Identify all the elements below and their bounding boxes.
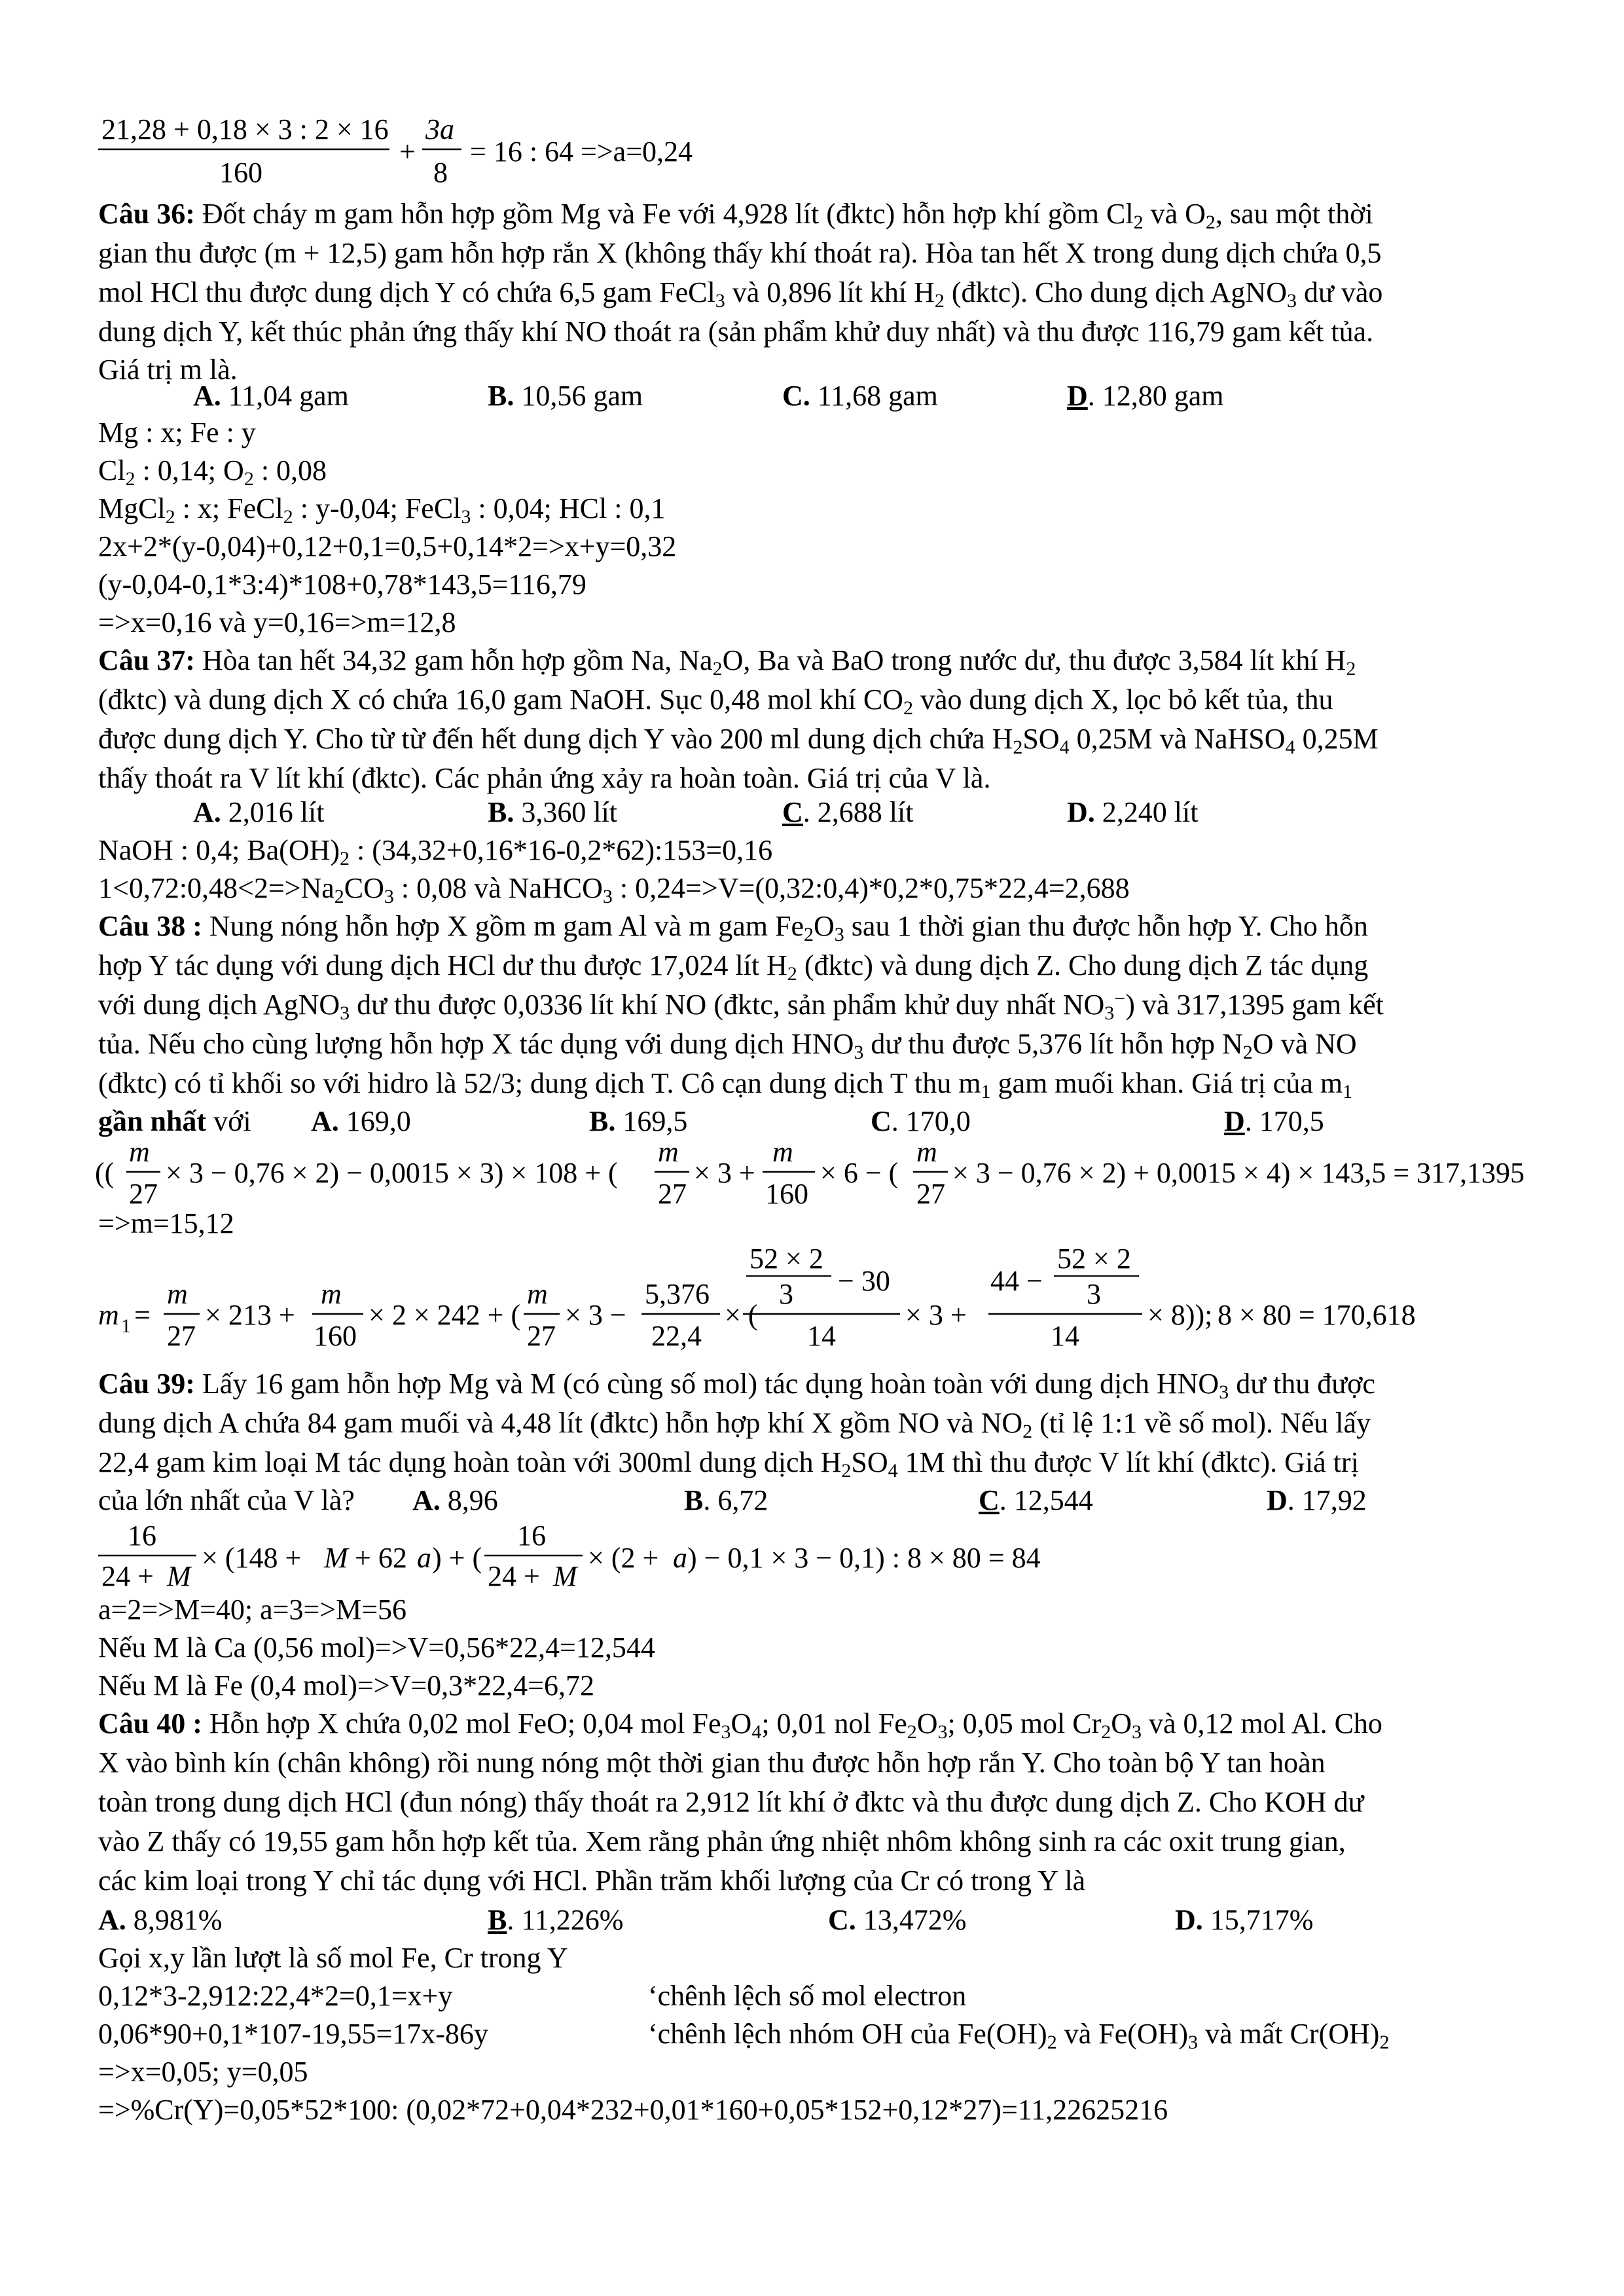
q37-option-b: B. 3,360 lít: [488, 796, 618, 828]
eq-top-frac2-num: 3a: [425, 113, 454, 145]
eq-top-frac2-den: 8: [433, 156, 448, 189]
q40-sol-3-comment: ‘chênh lệch nhóm OH của $Fe(OH)_2$ và $Fe(OH)_3$ và mất $Cr(OH)_2$: [648, 2018, 1390, 2053]
q38-eq2-result: 8 × 80 = 170,618: [1218, 1299, 1416, 1331]
svg-text:m: m: [98, 1299, 119, 1331]
q39-line2: dung dịch A chứa 84 gam muối và 4,48 lít (đktc) hỗn hợp khí X gồm NO và $NO_2$ (tỉ lệ 1:1 về số mol). Nếu lấy: [98, 1407, 1371, 1442]
svg-text:27: 27: [916, 1178, 945, 1210]
q36-sol-2: $Cl_2$ : 0,14; $O_2$ : 0,08: [98, 454, 327, 490]
svg-text:M: M: [553, 1560, 577, 1590]
svg-text:52 × 2: 52 × 2: [1057, 1243, 1131, 1275]
q40-sol-1: Gọi x,y lần lượt là số mol Fe, Cr trong Y: [98, 1942, 568, 1974]
q40-sol-5: =>%Cr(Y)=0,05*52*100: (0,02*72+0,04*232+0,01*160+0,05*152+0,12*27)=11,22625216: [98, 2094, 1168, 2126]
svg-text:) − 0,1 × 3 − 0,1) : 8 × 80 =: ) − 0,1 × 3 − 0,1) : 8 × 80 = 84: [687, 1542, 1041, 1574]
svg-text:× (: × (: [725, 1299, 758, 1331]
q37-sol-1: NaOH : 0,4; $Ba(OH)_2$ : (34,32+0,16*16-0,2*62):153=0,16: [98, 834, 773, 869]
q36-line4: dung dịch Y, kết thúc phản ứng thấy khí NO thoát ra (sản phẩm khử duy nhất) và thu được 116,79 gam kết tủa.: [98, 316, 1374, 348]
svg-text:1: 1: [121, 1315, 131, 1337]
q39-option-d: D. 17,92: [1267, 1484, 1367, 1516]
q37-option-a: A. 2,016 lít: [193, 796, 325, 828]
q36-option-c: C. 11,68 gam: [782, 380, 938, 412]
svg-text:M: M: [324, 1542, 348, 1574]
q39-line1: Câu 39: Lấy 16 gam hỗn hợp Mg và M (có cùng số mol) tác dụng hoàn toàn với dung dịch $HNO_3$ dư thu được: [98, 1368, 1375, 1403]
q37-line4: thấy thoát ra V lít khí (đktc). Các phản ứng xảy ra hoàn toàn. Giá trị của V là.: [98, 762, 991, 794]
q38-line6: gần nhất với: [98, 1105, 251, 1137]
q39-line4: của lớn nhất của V là?: [98, 1484, 355, 1516]
q40-line2: X vào bình kín (chân không) rồi nung nóng một thời gian thu được hỗn hợp rắn Y. Cho toàn bộ Y tan hoàn: [98, 1747, 1326, 1779]
svg-text:× 6 − (: × 6 − (: [820, 1157, 899, 1189]
svg-text:× 3 −: × 3 −: [565, 1299, 626, 1331]
svg-text:52 × 2: 52 × 2: [749, 1243, 823, 1275]
q39-equation: [98, 1518, 1146, 1590]
q40-option-d: D. 15,717%: [1175, 1904, 1314, 1936]
q40-sol-2-comment: ‘chênh lệch số mol electron: [648, 1980, 967, 2012]
svg-text:m: m: [916, 1138, 937, 1168]
q38-line5: (đktc) có tỉ khối so với hidro là 52/3; dung dịch T. Cô cạn dung dịch T thu $m_1$ gam muối khan. Giá trị của $m_1$: [98, 1067, 1353, 1102]
q36-option-b: B. 10,56 gam: [488, 380, 643, 412]
q36-sol-1: Mg : x; Fe : y: [98, 416, 256, 448]
q38-equation-1: [95, 1138, 1535, 1210]
q36-sol-3: MgCl$_2$ : x; FeCl$_2$ : y-0,04; FeCl$_3$ : 0,04; HCl : 0,1: [98, 492, 666, 528]
svg-text:× 3 − 0,76 × 2) + 0,0015 × 4): × 3 − 0,76 × 2) + 0,0015 × 4) × 143,5 = 317,1395: [952, 1157, 1525, 1189]
svg-text:27: 27: [167, 1320, 196, 1352]
q40-line1: Câu 40 : Hỗn hợp X chứa 0,02 mol FeO; 0,04 mol $Fe_3O_4$; 0,01 nol $Fe_2O_3$; 0,05 mol $Cr_2O_3$ và 0,12 mol Al. Cho: [98, 1707, 1382, 1743]
q39-option-c: C. 12,544: [979, 1484, 1093, 1516]
svg-text:3: 3: [779, 1278, 793, 1310]
q36-line3: mol HCl thu được dung dịch Y có chứa 6,5 gam FeCl$_3$ và 0,896 lít khí $H_2$ (đktc). Cho dung dịch AgNO$_3$ dư vào: [98, 276, 1383, 312]
svg-text:27: 27: [658, 1178, 687, 1210]
svg-text:× 3 +: × 3 +: [694, 1157, 755, 1189]
q39-sol-3: Nếu M là Fe (0,4 mol)=>V=0,3*22,4=6,72: [98, 1669, 594, 1702]
svg-text:14: 14: [807, 1320, 836, 1352]
q39-option-a: A. 8,96: [412, 1484, 498, 1516]
q38-option-a: A. 169,0: [311, 1105, 411, 1137]
svg-text:+ 62: + 62: [355, 1542, 407, 1574]
q36-sol-5: (y-0,04-0,1*3:4)*108+0,78*143,5=116,79: [98, 568, 586, 600]
svg-text:× (2 +: × (2 +: [588, 1542, 659, 1574]
q38-option-d: D. 170,5: [1224, 1105, 1324, 1137]
q37-sol-2: $1<0,72:0,48<2=>Na_2CO_3$ : 0,08 và NaHCO$_3$ : 0,24=>V=(0,32:0,4)*0,2*0,75*22,4=2,688: [98, 872, 1130, 907]
svg-text:m: m: [527, 1278, 548, 1310]
svg-text:24 +: 24 +: [101, 1560, 154, 1590]
q37-option-d: D. 2,240 lít: [1067, 796, 1199, 828]
svg-text:27: 27: [129, 1178, 158, 1210]
q40-option-b: B. 11,226%: [488, 1904, 624, 1936]
q38-line3: với dung dịch AgNO$_3$ dư thu được 0,0336 lít khí NO (đktc, sản phẩm khử duy nhất $NO_3^-$) và 317,1395 gam kết: [98, 988, 1384, 1024]
svg-text:m: m: [772, 1138, 793, 1168]
q38-line2: hợp Y tác dụng với dung dịch HCl dư thu được 17,024 lít $H_2$ (đktc) và dung dịch Z. Cho dung dịch Z tác dụng: [98, 949, 1369, 985]
q40-line5: các kim loại trong Y chỉ tác dụng với HCl. Phần trăm khối lượng của Cr có trong Y là: [98, 1865, 1086, 1897]
q40-option-c: C. 13,472%: [828, 1904, 967, 1936]
svg-text:14: 14: [1051, 1320, 1079, 1352]
svg-text:27: 27: [527, 1320, 556, 1352]
svg-text:× 8));: × 8));: [1147, 1299, 1213, 1331]
svg-text:× 3 +: × 3 +: [905, 1299, 967, 1331]
svg-text:=: =: [134, 1299, 151, 1331]
svg-text:16: 16: [128, 1520, 156, 1552]
svg-text:16: 16: [517, 1520, 546, 1552]
svg-text:× (148 +: × (148 +: [202, 1542, 302, 1574]
q36-sol-4: 2x+2*(y-0,04)+0,12+0,1=0,5+0,14*2=>x+y=0,32: [98, 530, 677, 562]
q40-option-a: A. 8,981%: [98, 1904, 223, 1936]
equation-a: [98, 111, 753, 190]
q36-line5: Giá trị m là.: [98, 354, 238, 386]
q40-sol-4: =>x=0,05; y=0,05: [98, 2056, 308, 2088]
q39-sol-2: Nếu M là Ca (0,56 mol)=>V=0,56*22,4=12,544: [98, 1631, 655, 1664]
q39-line3: 22,4 gam kim loại M tác dụng hoàn toàn với 300ml dung dịch $H_2SO_4$ 1M thì thu được V lít khí (đktc). Giá trị: [98, 1446, 1359, 1482]
svg-text:m: m: [658, 1138, 679, 1168]
q40-sol-3: 0,06*90+0,1*107-19,55=17x-86y: [98, 2018, 488, 2050]
eq-top-den: 160: [219, 156, 262, 189]
svg-text:m: m: [129, 1138, 150, 1168]
svg-text:22,4: 22,4: [651, 1320, 702, 1352]
q37-line2: (đktc) và dung dịch X có chứa 16,0 gam NaOH. Sục 0,48 mol khí $CO_2$ vào dung dịch X, lọc bỏ kết tủa, thu: [98, 683, 1333, 719]
q40-line4: vào Z thấy có 19,55 gam hỗn hợp kết tủa. Xem rằng phản ứng nhiệt nhôm không sinh ra các oxit trung gian,: [98, 1825, 1346, 1857]
q38-equation-2: [95, 1241, 1535, 1368]
q36-line1: Câu 36: Đốt cháy m gam hỗn hợp gồm Mg và Fe với 4,928 lít (đktc) hỗn hợp khí gồm $Cl_2$ và $O_2$, sau một thời: [98, 198, 1373, 233]
svg-text:× 3 − 0,76 × 2) − 0,0015 × 3): × 3 − 0,76 × 2) − 0,0015 × 3) × 108 + (: [166, 1157, 618, 1189]
q36-option-a: A. 11,04 gam: [193, 380, 349, 412]
q37-line1: Câu 37: Hòa tan hết 34,32 gam hỗn hợp gồm Na, $Na_2O$, Ba và BaO trong nước dư, thu được 3,584 lít khí $H_2$: [98, 644, 1356, 680]
q38-option-b: B. 169,5: [589, 1105, 688, 1137]
q36-sol-6: =>x=0,16 và y=0,16=>m=12,8: [98, 606, 456, 638]
svg-text:a: a: [417, 1542, 431, 1574]
q40-sol-2: 0,12*3-2,912:22,4*2=0,1=x+y: [98, 1980, 453, 2012]
svg-text:M: M: [167, 1560, 191, 1590]
svg-text:((: ((: [95, 1157, 115, 1189]
q37-option-c: C. 2,688 lít: [782, 796, 914, 828]
q38-option-c: C. 170,0: [871, 1105, 971, 1137]
svg-text:) + (: ) + (: [432, 1542, 482, 1574]
q37-line3: được dung dịch Y. Cho từ từ đến hết dung dịch Y vào 200 ml dung dịch chứa $H_2SO_4$ 0,25M và NaHSO$_4$ 0,25M: [98, 723, 1379, 758]
svg-text:+: +: [399, 136, 416, 168]
svg-text:− 30: − 30: [838, 1265, 890, 1297]
svg-text:m: m: [167, 1278, 188, 1310]
svg-text:24 +: 24 +: [488, 1560, 540, 1590]
svg-text:3: 3: [1087, 1278, 1101, 1310]
eq-top-rhs: = 16 : 64 =>a=0,24: [470, 136, 693, 168]
q38-eq1-result: =>m=15,12: [98, 1207, 234, 1239]
svg-text:a: a: [673, 1542, 687, 1574]
svg-text:44 −: 44 −: [990, 1265, 1043, 1297]
svg-text:m: m: [321, 1278, 342, 1310]
svg-text:× 2 × 242 + (: × 2 × 242 + (: [369, 1299, 521, 1331]
q36-option-d: D. 12,80 gam: [1067, 380, 1224, 412]
q38-line4: tủa. Nếu cho cùng lượng hỗn hợp X tác dụng với dung dịch $HNO_3$ dư thu được 5,376 lít hỗn hợp $N_2O$ và NO: [98, 1028, 1357, 1063]
svg-text:160: 160: [314, 1320, 357, 1352]
q39-option-b: B. 6,72: [684, 1484, 768, 1516]
q38-line1: Câu 38 : Nung nóng hỗn hợp X gồm m gam Al và m gam $Fe_2O_3$ sau 1 thời gian thu được hỗn hợp Y. Cho hỗn: [98, 910, 1368, 945]
eq-top-num: 21,28 + 0,18 × 3 : 2 × 16: [101, 113, 389, 145]
q39-sol-1: a=2=>M=40; a=3=>M=56: [98, 1594, 407, 1626]
q40-line3: toàn trong dung dịch HCl (đun nóng) thấy thoát ra 2,912 lít khí ở đktc và thu được dung dịch Z. Cho KOH dư: [98, 1786, 1364, 1818]
svg-text:× 213 +: × 213 +: [205, 1299, 295, 1331]
q36-line2: gian thu được (m + 12,5) gam hỗn hợp rắn X (không thấy khí thoát ra). Hòa tan hết X trong dung dịch chứa 0,5: [98, 237, 1382, 269]
svg-text:5,376: 5,376: [645, 1278, 710, 1310]
svg-text:160: 160: [765, 1178, 808, 1210]
